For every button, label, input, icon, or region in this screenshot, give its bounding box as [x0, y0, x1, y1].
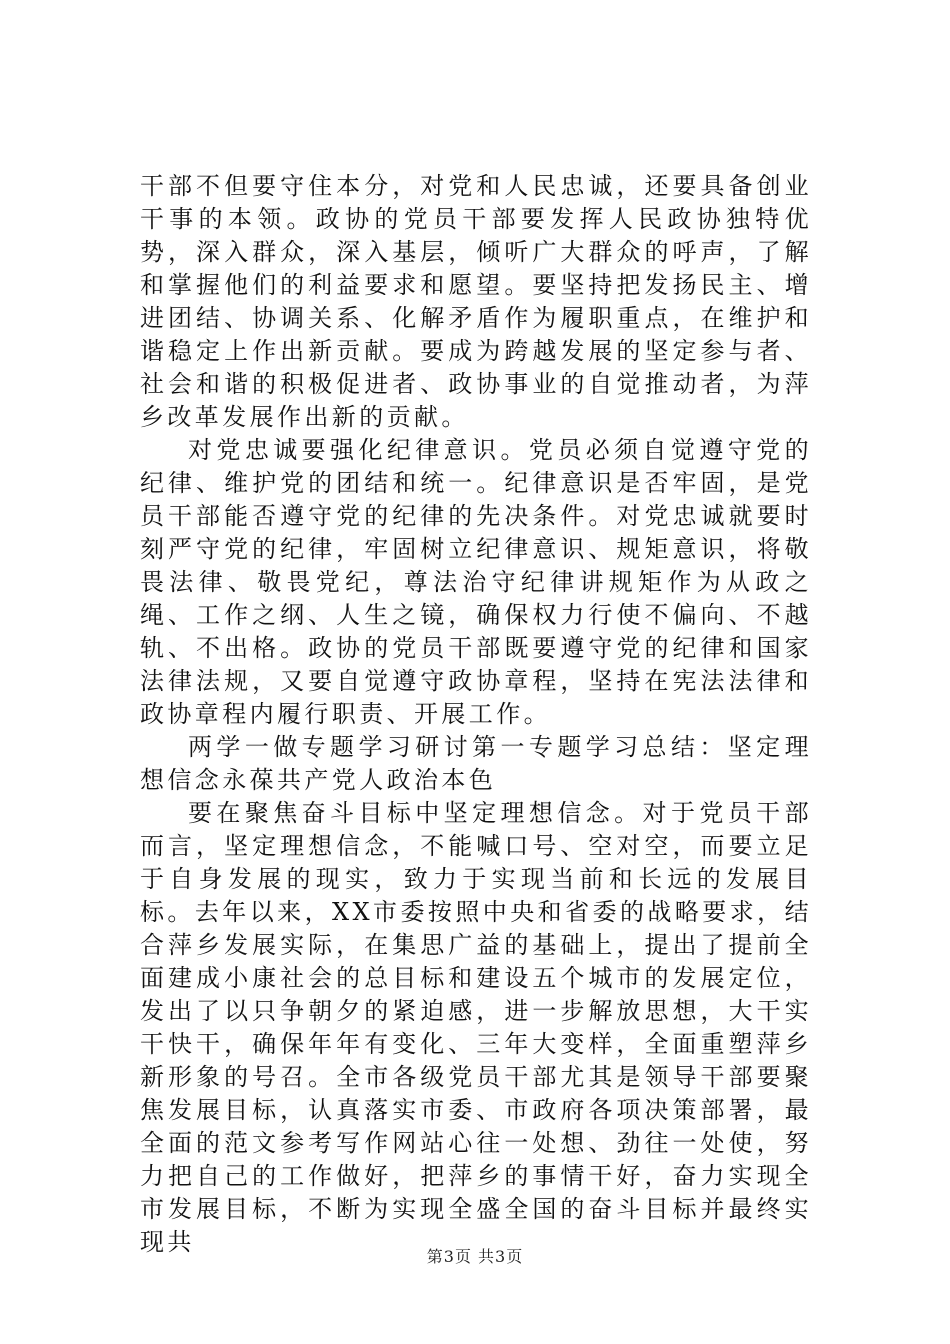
- page-number-footer: 第3页 共3页: [426, 1247, 524, 1266]
- paragraph-party-cadre-duty: 干部不但要守住本分，对党和人民忠诚，还要具备创业干事的本领。政协的党员干部要发挥人民政协独特优势，深入群众，深入基层，倾听广大群众的呼声，了解和掌握他们的利益要求和愿望。要坚持把发扬民主、增进团结、协调关系、化解矛盾作为履职重点，在维护和谐稳定上作出新贡献。要成为跨越发展的坚定参与者、社会和谐的积极促进者、政协事业的自觉推动者，为萍乡改革发展作出新的贡献。: [140, 172, 812, 431]
- paragraph-discipline-awareness: 对党忠诚要强化纪律意识。党员必须自觉遵守党的纪律、维护党的团结和统一。纪律意识是否牢固，是党员干部能否遵守党的纪律的先决条件。对党忠诚就要时刻严守党的纪律，牢固树立纪律意识、规矩意识，将敬畏法律、敬畏党纪，尊法治守纪律讲规矩作为从政之绳、工作之纲、人生之镜，确保权力行使不偏向、不越轨、不出格。政协的党员干部既要遵守党的纪律和国家法律法规，又要自觉遵守政协章程，坚持在宪法法律和政协章程内履行职责、开展工作。: [140, 436, 812, 728]
- paragraph-ideals-and-beliefs: 要在聚焦奋斗目标中坚定理想信念。对于党员干部而言，坚定理想信念，不能喊口号、空对空，而要立足于自身发展的现实，致力于实现当前和长远的发展目标。去年以来，XX市委按照中央和省委的战略要求，结合萍乡发展实际，在集思广益的基础上，提出了提前全面建成小康社会的总目标和建设五个城市的发展定位，发出了以只争朝夕的紧迫感，进一步解放思想，大干实干快干，确保年年有变化、三年大变样，全面重塑萍乡新形象的号召。全市各级党员干部尤其是领导干部要聚焦发展目标，认真落实市委、市政府各项决策部署，最全面的范文参考写作网站心往一处想、劲往一处使，努力把自己的工作做好，把萍乡的事情干好，奋力实现全市发展目标，不断为实现全盛全国的奋斗目标并最终实现共: [140, 799, 812, 1256]
- section-heading: 两学一做专题学习研讨第一专题学习总结：坚定理想信念永葆共产党人政治本色: [140, 733, 812, 794]
- document-body: [140, 170, 812, 1259]
